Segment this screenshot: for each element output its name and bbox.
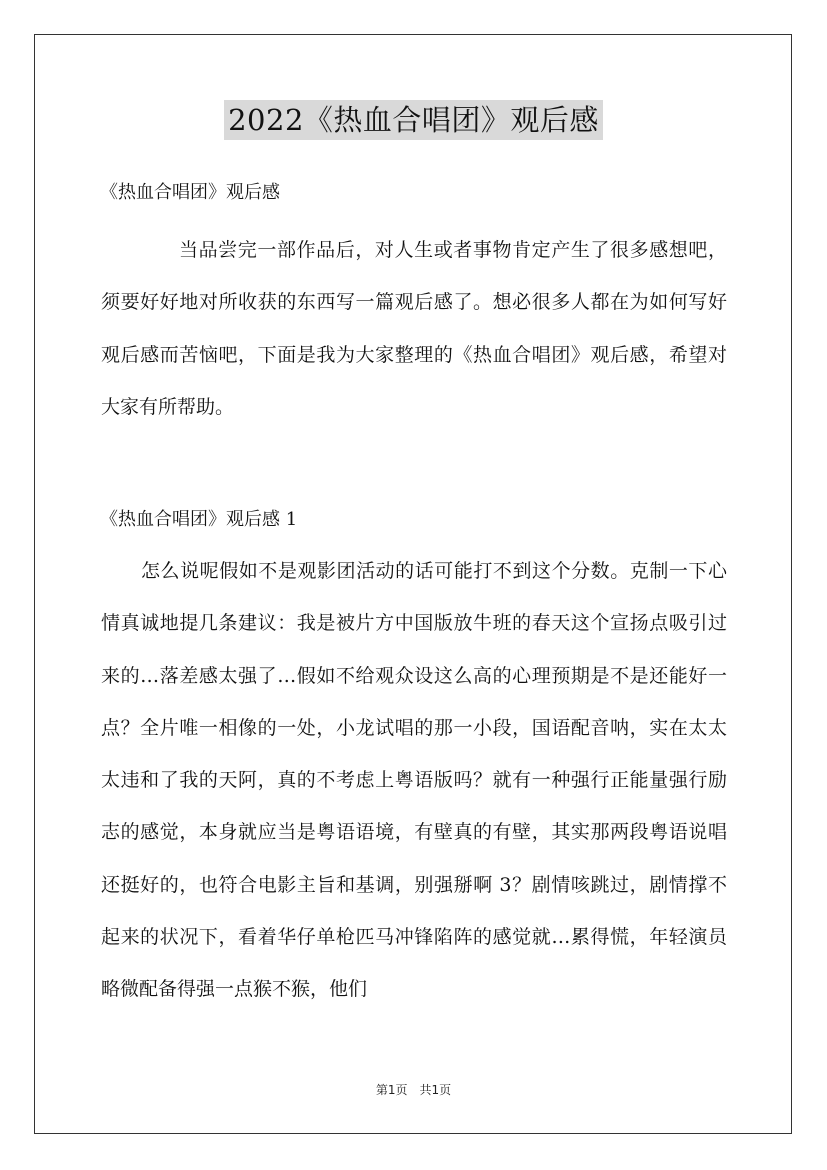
section-heading: 《热血合唱团》观后感 1 [100,509,298,530]
intro-paragraph: 当品尝完一部作品后，对人生或者事物肯定产生了很多感想吧，须要好好地对所收获的东西写一篇观后感了。想必很多人都在为如何写好观后感而苦恼吧，下面是我为大家整理的《热血合唱团》观后感，希望对大家有所帮助。 [101,239,727,418]
document-title: 2022《热血合唱团》观后感 [224,100,603,140]
document-subtitle: 《热血合唱团》观后感 [100,182,280,203]
page-footer [0,1081,827,1099]
page-total: 共1页 [419,1083,452,1097]
page-number: 第1页 [375,1083,408,1097]
body-paragraph: 怎么说呢假如不是观影团活动的话可能打不到这个分数。克制一下心情真诚地提几条建议：我是被片方中国版放牛班的春天这个宣扬点吸引过来的…落差感太强了…假如不给观众设这么高的心理预期是不是还能好一点？全片唯一相像的一处，小龙试唱的那一小段，国语配音呐，实在太太太违和了我的天阿，真的不考虑上粤语版吗？就有一种强行正能量强行励志的感觉，本身就应当是粤语语境，有壁真的有壁，其实那两段粤语说唱还挺好的，也符合电影主旨和基调，别强掰啊 3？剧情咳跳过，剧情撑不起来的状况下，看着华仔单枪匹马冲锋陷阵的感觉就…累得慌，年轻演员略微配备得强一点猴不猴，他们 [101,560,727,1001]
title-container [0,100,827,140]
